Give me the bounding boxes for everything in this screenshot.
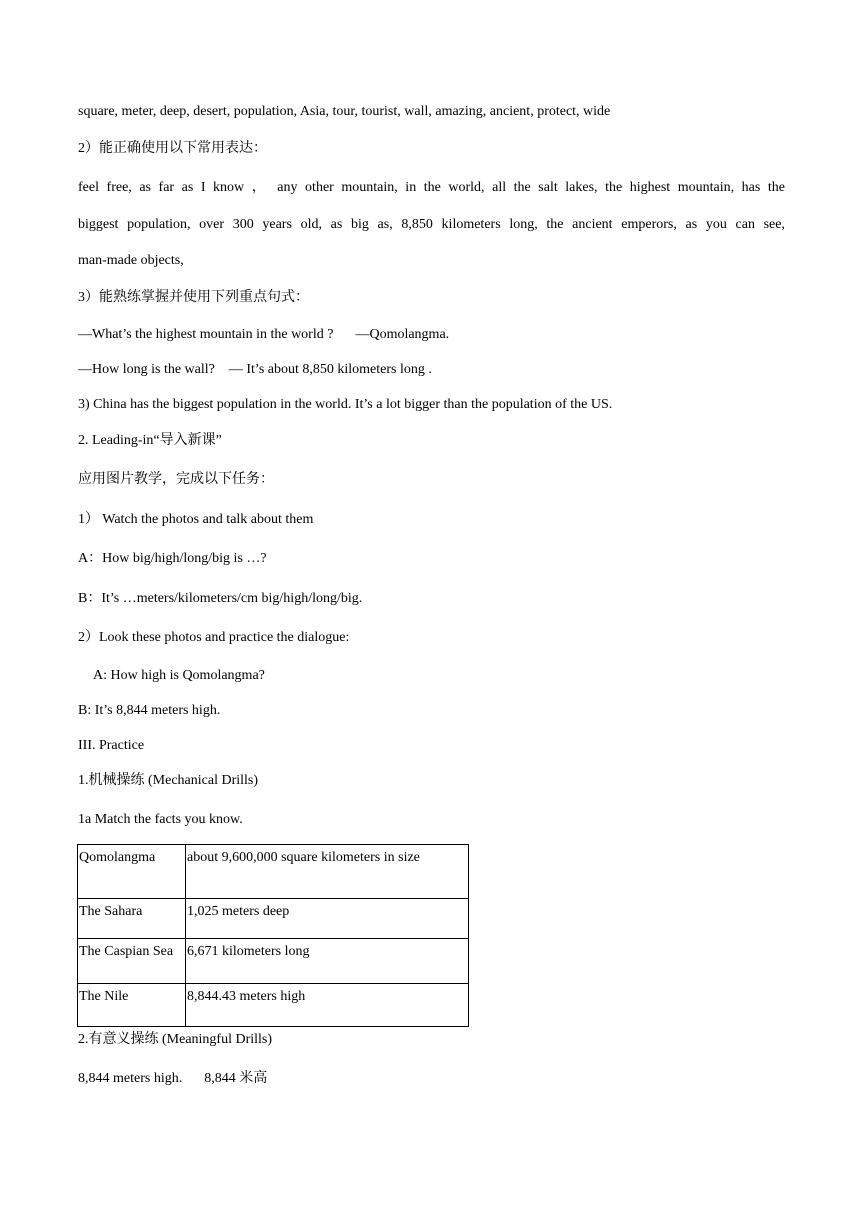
place-cell: Qomolangma: [78, 845, 186, 899]
place-cell: The Sahara: [78, 899, 186, 939]
objective-2-heading: 2）能正确使用以下常用表达：: [78, 141, 267, 156]
leading-in-heading: 2. Leading-in“导入新课”: [78, 433, 222, 448]
question-1: —What’s the highest mountain in the world ?: [78, 327, 334, 342]
mechanical-drills-heading: 1.机械操练 (Mechanical Drills): [78, 773, 259, 788]
task-1-line-a: A：How big/high/long/big is …?: [78, 551, 267, 566]
sentence-pattern-1: [78, 326, 449, 344]
example-chinese: 8,844 米高: [204, 1071, 268, 1086]
example-english: 8,844 meters high.: [78, 1071, 183, 1086]
match-instruction: 1a Match the facts you know.: [78, 812, 243, 827]
question-2: —How long is the wall?: [78, 362, 215, 377]
picture-task-intro: 应用图片教学，完成以下任务：: [78, 472, 274, 487]
table-row: [78, 899, 469, 939]
expressions-line-3: man-made objects,: [78, 253, 184, 268]
objective-3-heading: 3）能熟练掌握并使用下列重点句式：: [78, 290, 309, 305]
vocabulary-list: square, meter, deep, desert, population, Asia, tour, tourist, wall, amazing, ancient, protect, wide: [78, 104, 611, 119]
table-row: [78, 984, 469, 1027]
place-cell: The Nile: [78, 984, 186, 1027]
answer-1: —Qomolangma.: [355, 327, 450, 342]
facts-table: [77, 844, 469, 1027]
example-line: [78, 1070, 267, 1088]
sentence-pattern-3: 3) China has the biggest population in the world. It’s a lot bigger than the population of the US.: [78, 397, 613, 412]
meaningful-drills-heading: 2.有意义操练 (Meaningful Drills): [78, 1032, 273, 1047]
table-row: [78, 845, 469, 899]
task-2: 2）Look these photos and practice the dialogue:: [78, 630, 350, 645]
expressions-line-2: biggest population, over 300 years old, as big as, 8,850 kilometers long, the ancient emperors, as you can see,: [78, 217, 785, 232]
practice-heading: III. Practice: [78, 738, 145, 753]
fact-cell: 8,844.43 meters high: [186, 984, 469, 1027]
task-1-line-b: B：It’s …meters/kilometers/cm big/high/long/big.: [78, 591, 363, 606]
task-2-line-b: B: It’s 8,844 meters high.: [78, 703, 221, 718]
fact-cell: 1,025 meters deep: [186, 899, 469, 939]
table-row: [78, 939, 469, 984]
place-cell: The Caspian Sea: [78, 939, 186, 984]
task-1: 1） Watch the photos and talk about them: [78, 512, 314, 527]
task-2-line-a: A: How high is Qomolangma?: [93, 668, 265, 683]
expressions-line-1: feel free, as far as I know ， any other mountain, in the world, all the salt lakes, the highest mountain, has the: [78, 180, 785, 195]
fact-cell: about 9,600,000 square kilometers in size: [186, 845, 469, 899]
sentence-pattern-2: [78, 361, 432, 379]
fact-cell: 6,671 kilometers long: [186, 939, 469, 984]
answer-2: — It’s about 8,850 kilometers long .: [228, 362, 432, 377]
